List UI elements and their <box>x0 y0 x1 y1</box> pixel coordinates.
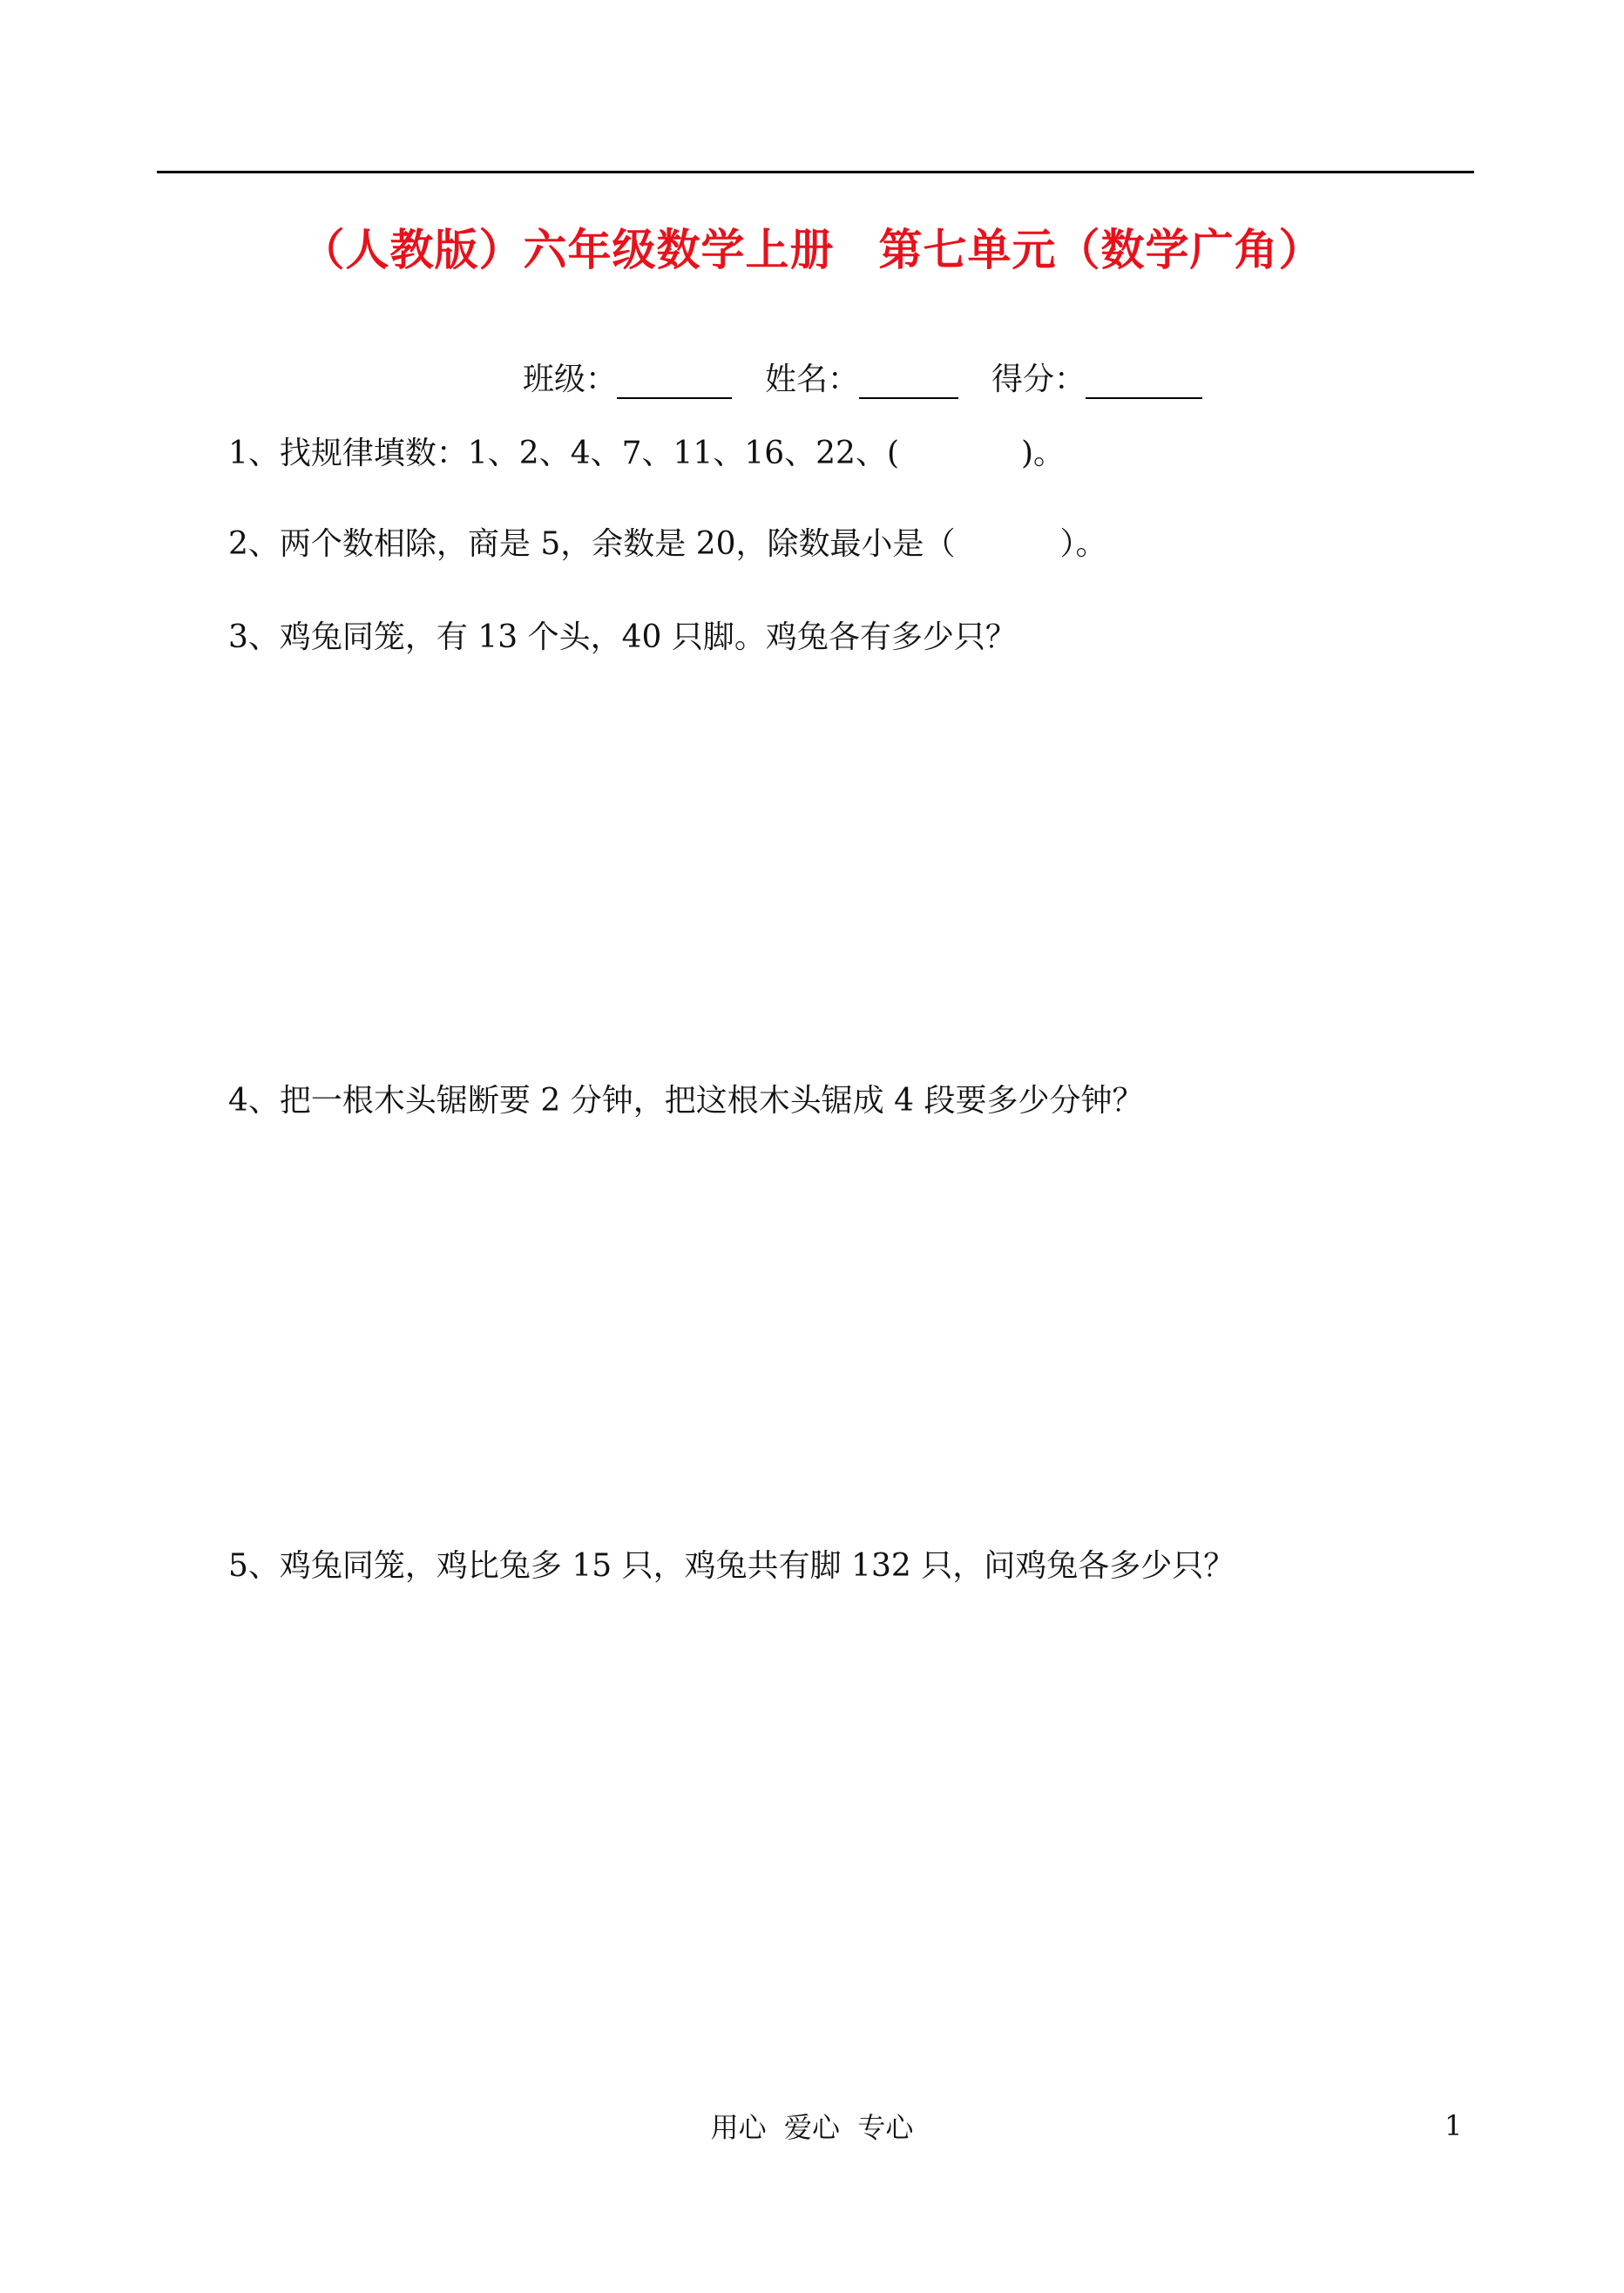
question-5-number: 5、 <box>228 1548 280 1584</box>
student-info-row <box>523 352 1202 404</box>
question-4-text: 把一根木头锯断要 2 分钟，把这根木头锯成 4 段要多少分钟？ <box>279 1083 1144 1119</box>
question-5-text: 鸡兔同笼，鸡比兔多 15 只，鸡兔共有脚 132 只，问鸡兔各多少只？ <box>279 1548 1235 1584</box>
question-1-number: 1、 <box>228 436 280 471</box>
question-3 <box>228 613 1017 662</box>
question-2 <box>228 520 1107 569</box>
class-label: 班级： <box>523 362 618 397</box>
header-rule <box>157 171 1474 173</box>
question-1-text-end: )。 <box>1021 436 1066 471</box>
class-blank[interactable] <box>617 362 732 399</box>
question-5 <box>228 1542 1235 1591</box>
score-label: 得分： <box>991 362 1086 397</box>
question-3-number: 3、 <box>228 619 280 655</box>
question-2-text: 两个数相除，商是 5，余数是 20，除数最小是（ <box>279 526 956 562</box>
question-1-text: 找规律填数：1、2、4、7、11、16、22、( <box>279 436 899 471</box>
question-2-text-end: ）。 <box>1059 526 1107 562</box>
page-number: 1 <box>1445 2109 1463 2142</box>
question-3-text: 鸡兔同笼，有 13 个头，40 只脚。鸡兔各有多少只？ <box>279 619 1017 655</box>
score-field <box>991 355 1202 404</box>
question-4-number: 4、 <box>228 1083 280 1119</box>
score-blank[interactable] <box>1086 362 1202 399</box>
name-field <box>765 355 958 404</box>
page-title: （人教版）六年级数学上册 第七单元（数学广角） <box>301 225 1323 275</box>
footer-motto: 用心 爱心 专心 <box>710 2111 914 2144</box>
question-4 <box>228 1077 1144 1126</box>
name-blank[interactable] <box>859 362 958 399</box>
question-2-number: 2、 <box>228 526 280 562</box>
name-label: 姓名： <box>765 362 860 397</box>
question-1 <box>228 430 1065 478</box>
class-field <box>523 355 732 404</box>
